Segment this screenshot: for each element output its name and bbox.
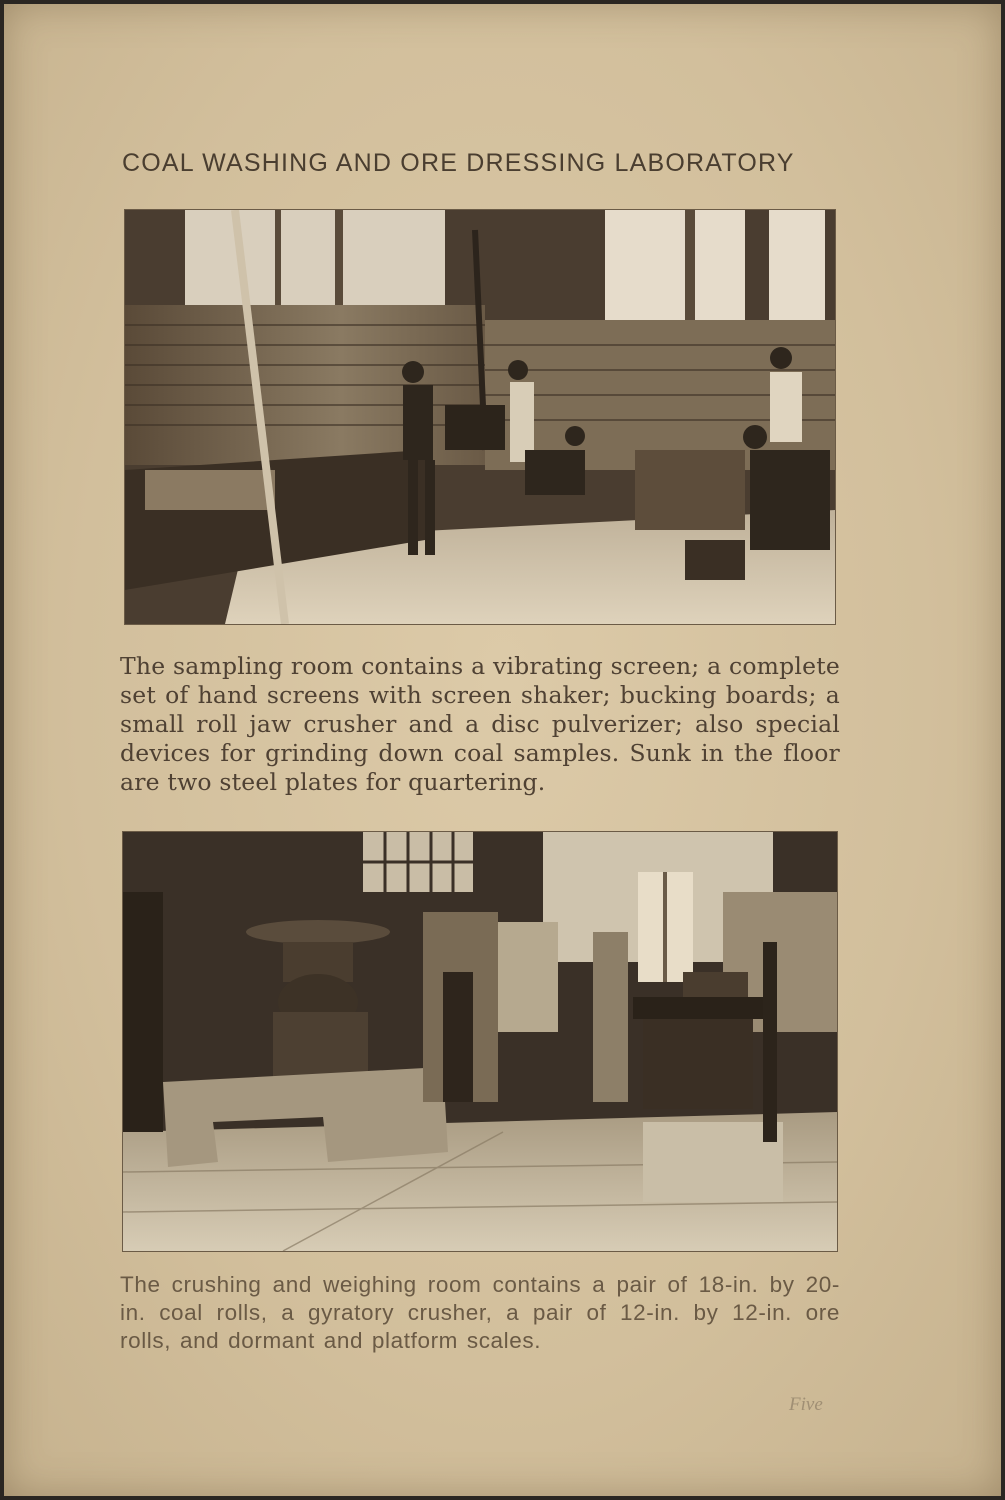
crushing-room-image — [123, 832, 837, 1251]
page-number: Five — [789, 1394, 823, 1415]
page — [4, 4, 1001, 1496]
page-heading: COAL WASHING AND ORE DRESSING LABORATORY — [122, 149, 795, 177]
sampling-room-image — [125, 210, 835, 624]
crushing-room-caption: The crushing and weighing room contains a pair of 18-in. by 20-in. coal rolls, a gyratory crusher, a pair of 12-in. by 12-in. ore rolls, and dormant and platform scales. — [120, 1272, 840, 1353]
sampling-room-caption: The sampling room contains a vibrating screen; a complete set of hand screens with screen shaker; bucking boards; a small roll jaw crusher and a disc pulverizer; also special devices for grinding down coal samples. Sunk in the floor are two steel plates for quartering. — [120, 652, 840, 796]
crushing-room-photo — [122, 831, 838, 1252]
sampling-room-photo — [124, 209, 836, 625]
